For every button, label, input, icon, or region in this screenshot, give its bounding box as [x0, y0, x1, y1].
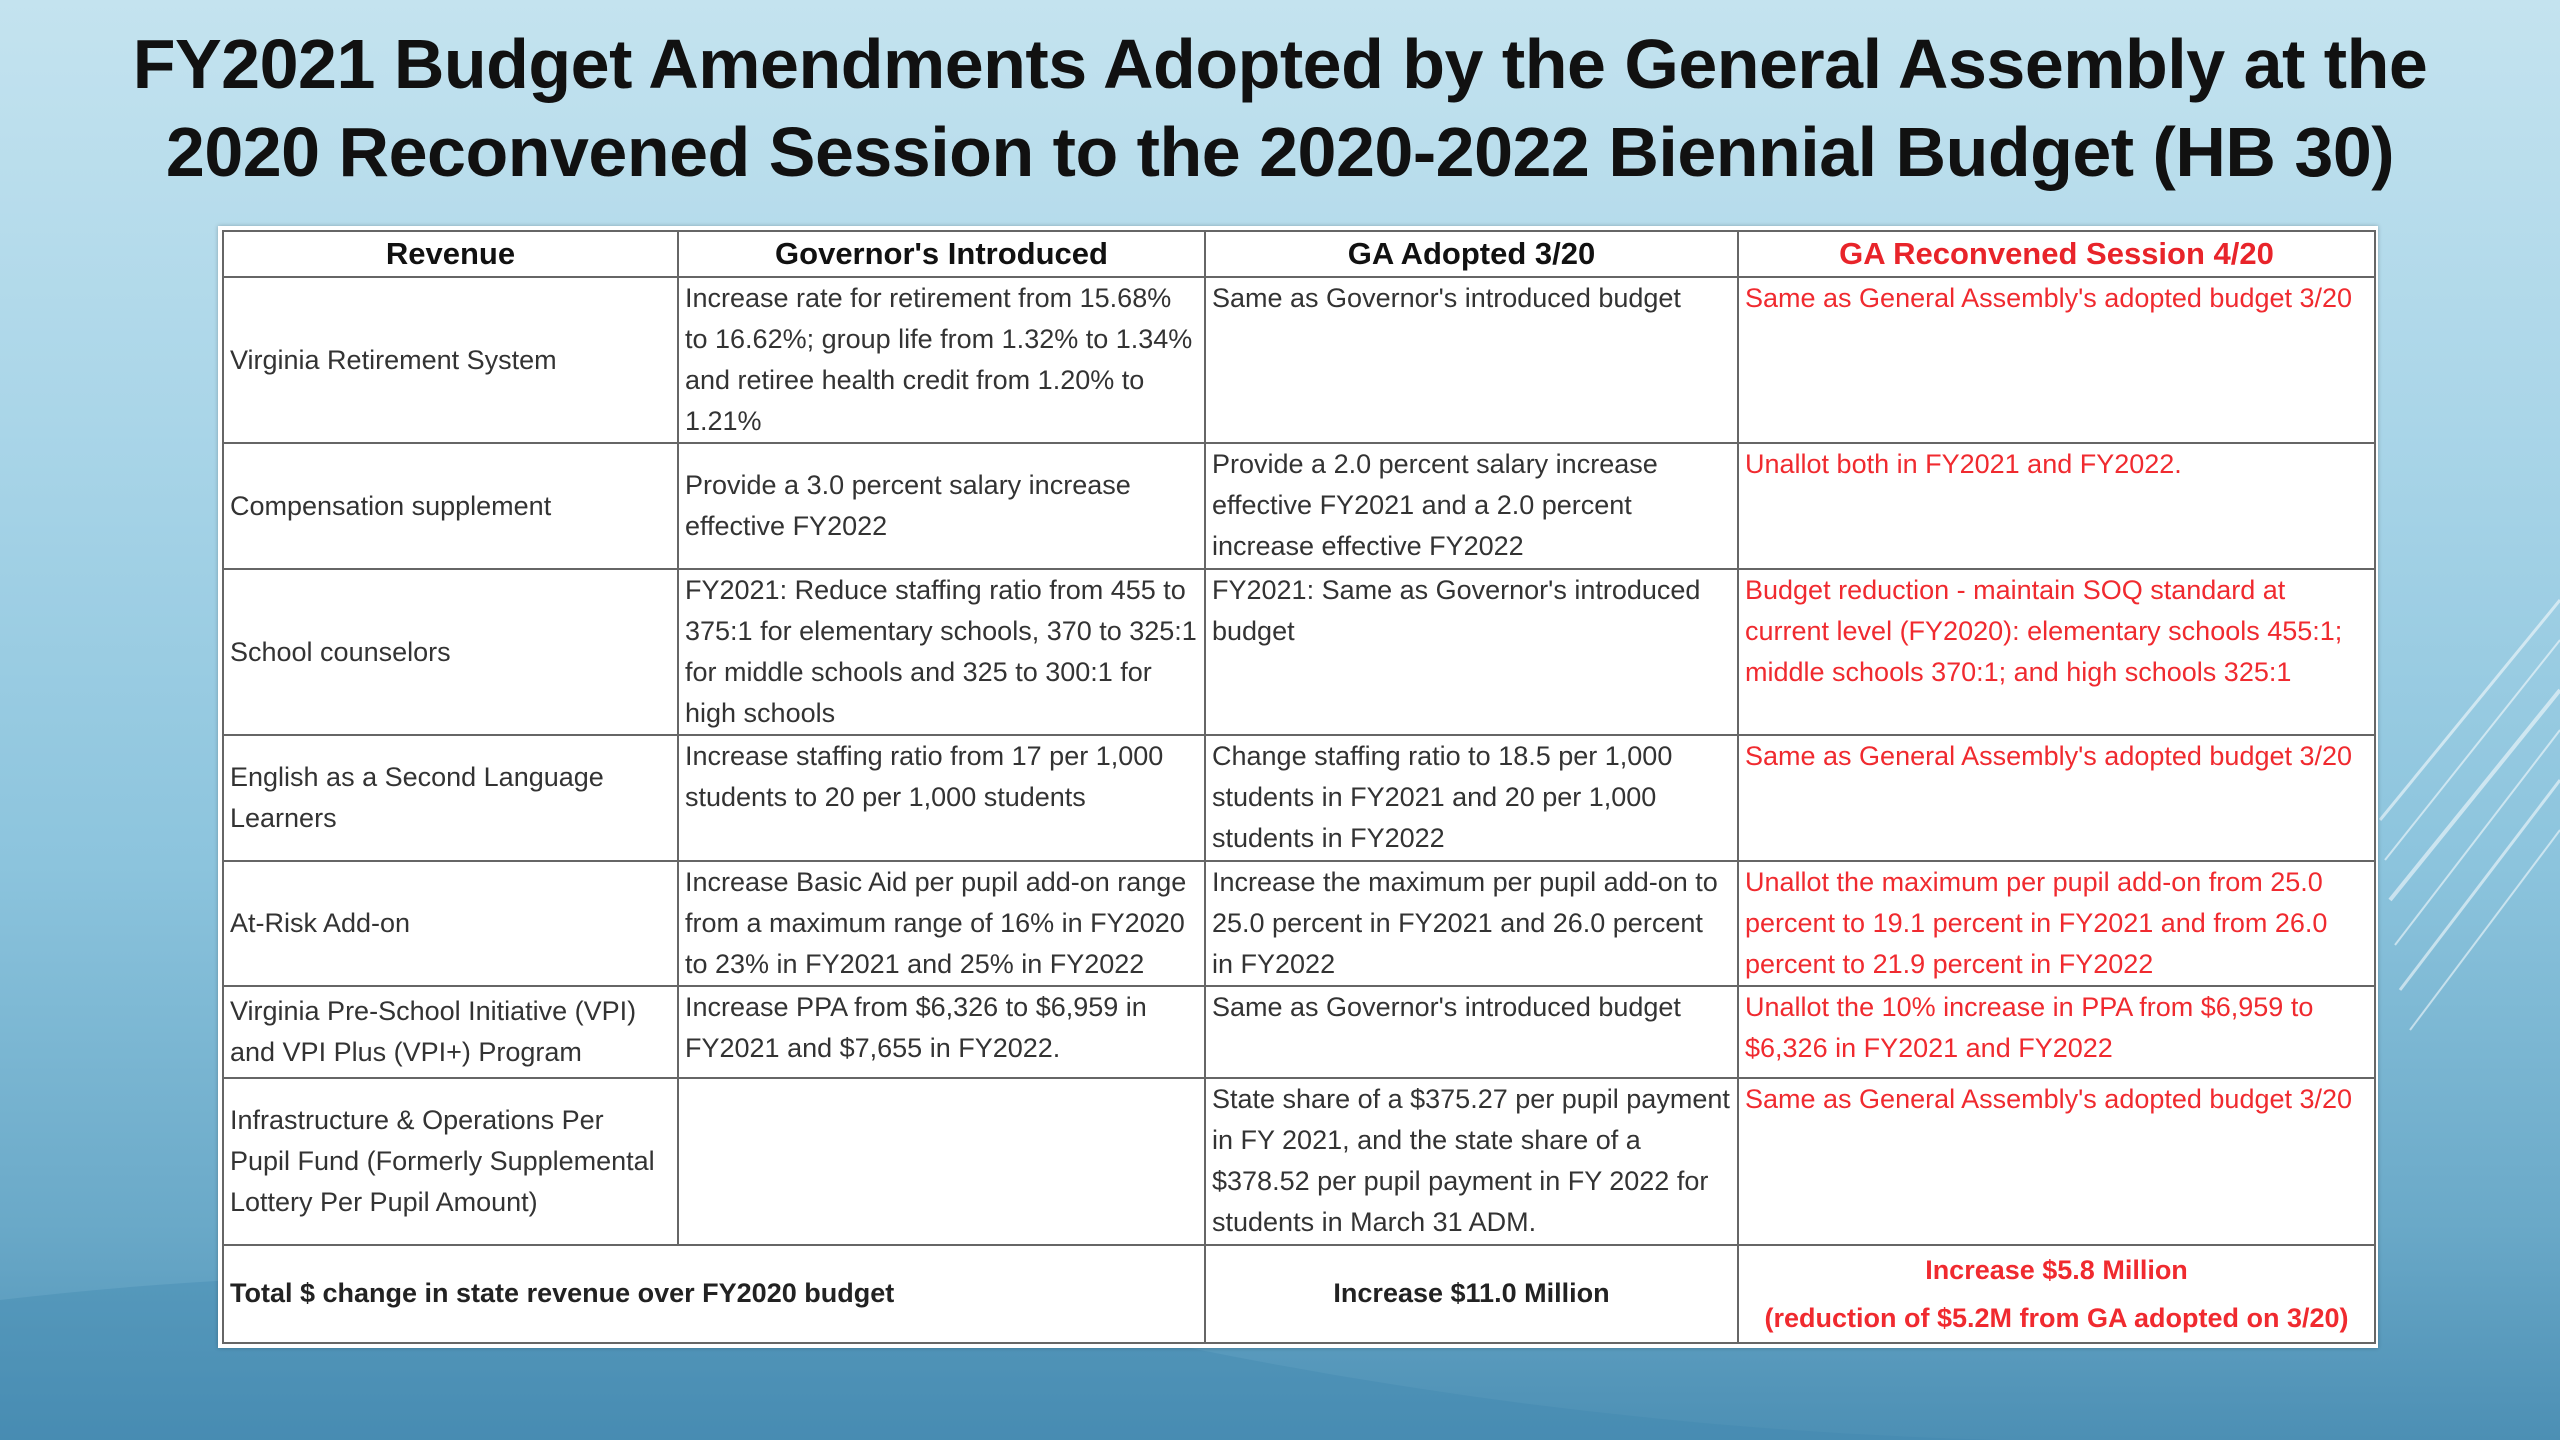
reconvened-cell: Same as General Assembly's adopted budget 3/20: [1738, 1078, 2375, 1244]
reconvened-cell: Same as General Assembly's adopted budget 3/20: [1738, 277, 2375, 443]
ga-adopted-cell: FY2021: Same as Governor's introduced budget: [1205, 569, 1738, 735]
column-header-governor: Governor's Introduced: [678, 231, 1205, 277]
governor-cell: Increase rate for retirement from 15.68% to 16.62%; group life from 1.32% to 1.34% and retiree health credit from 1.20% to 1.21%: [678, 277, 1205, 443]
reconvened-cell: Unallot both in FY2021 and FY2022.: [1738, 443, 2375, 568]
table-row: [223, 986, 2375, 1078]
total-reconvened: [1738, 1245, 2375, 1343]
column-header-reconvened: GA Reconvened Session 4/20: [1738, 231, 2375, 277]
governor-cell: Provide a 3.0 percent salary increase effective FY2022: [678, 443, 1205, 568]
total-reconvened-line-1: Increase $5.8 Million: [1925, 1254, 2188, 1285]
column-header-revenue: Revenue: [223, 231, 678, 277]
row-label: Virginia Retirement System: [223, 277, 678, 443]
title-line-2: 2020 Reconvened Session to the 2020-2022 Biennial Budget (HB 30): [165, 113, 2395, 191]
row-label: Infrastructure & Operations Per Pupil Fund (Formerly Supplemental Lottery Per Pupil Amount): [223, 1078, 678, 1244]
table-row: [223, 277, 2375, 443]
governor-cell: Increase PPA from $6,326 to $6,959 in FY2021 and $7,655 in FY2022.: [678, 986, 1205, 1078]
column-header-ga-adopted: GA Adopted 3/20: [1205, 231, 1738, 277]
governor-cell: Increase staffing ratio from 17 per 1,000 students to 20 per 1,000 students: [678, 735, 1205, 860]
total-reconvened-line-2: (reduction of $5.2M from GA adopted on 3/20): [1764, 1302, 2349, 1333]
row-label: Virginia Pre-School Initiative (VPI) and VPI Plus (VPI+) Program: [223, 986, 678, 1078]
governor-cell: [678, 1078, 1205, 1244]
total-row: [223, 1245, 2375, 1343]
budget-table: [222, 230, 2376, 1344]
table-row: [223, 1078, 2375, 1244]
slide-title: [0, 20, 2560, 196]
table-row: [223, 735, 2375, 860]
total-ga-adopted: Increase $11.0 Million: [1205, 1245, 1738, 1343]
total-label: Total $ change in state revenue over FY2020 budget: [223, 1245, 1205, 1343]
budget-table-container: [218, 226, 2378, 1348]
ga-adopted-cell: Same as Governor's introduced budget: [1205, 986, 1738, 1078]
ga-adopted-cell: State share of a $375.27 per pupil payment in FY 2021, and the state share of a $378.52 per pupil payment in FY 2022 for students in March 31 ADM.: [1205, 1078, 1738, 1244]
row-label: School counselors: [223, 569, 678, 735]
ga-adopted-cell: Provide a 2.0 percent salary increase effective FY2021 and a 2.0 percent increase effective FY2022: [1205, 443, 1738, 568]
governor-cell: FY2021: Reduce staffing ratio from 455 to 375:1 for elementary schools, 370 to 325:1 for middle schools and 325 to 300:1 for high schools: [678, 569, 1205, 735]
table-row: [223, 443, 2375, 568]
reconvened-cell: Budget reduction - maintain SOQ standard at current level (FY2020): elementary schools 455:1; middle schools 370:1; and high schools 325:1: [1738, 569, 2375, 735]
table-row: [223, 861, 2375, 986]
reconvened-cell: Unallot the maximum per pupil add-on from 25.0 percent to 19.1 percent in FY2021 and from 26.0 percent to 21.9 percent in FY2022: [1738, 861, 2375, 986]
ga-adopted-cell: Change staffing ratio to 18.5 per 1,000 students in FY2021 and 20 per 1,000 students in FY2022: [1205, 735, 1738, 860]
row-label: English as a Second Language Learners: [223, 735, 678, 860]
title-line-1: FY2021 Budget Amendments Adopted by the General Assembly at the: [132, 25, 2428, 103]
reconvened-cell: Same as General Assembly's adopted budget 3/20: [1738, 735, 2375, 860]
row-label: Compensation supplement: [223, 443, 678, 568]
table-header-row: [223, 231, 2375, 277]
ga-adopted-cell: Same as Governor's introduced budget: [1205, 277, 1738, 443]
ga-adopted-cell: Increase the maximum per pupil add-on to 25.0 percent in FY2021 and 26.0 percent in FY2022: [1205, 861, 1738, 986]
governor-cell: Increase Basic Aid per pupil add-on range from a maximum range of 16% in FY2020 to 23% in FY2021 and 25% in FY2022: [678, 861, 1205, 986]
reconvened-cell: Unallot the 10% increase in PPA from $6,959 to $6,326 in FY2021 and FY2022: [1738, 986, 2375, 1078]
row-label: At-Risk Add-on: [223, 861, 678, 986]
table-row: [223, 569, 2375, 735]
